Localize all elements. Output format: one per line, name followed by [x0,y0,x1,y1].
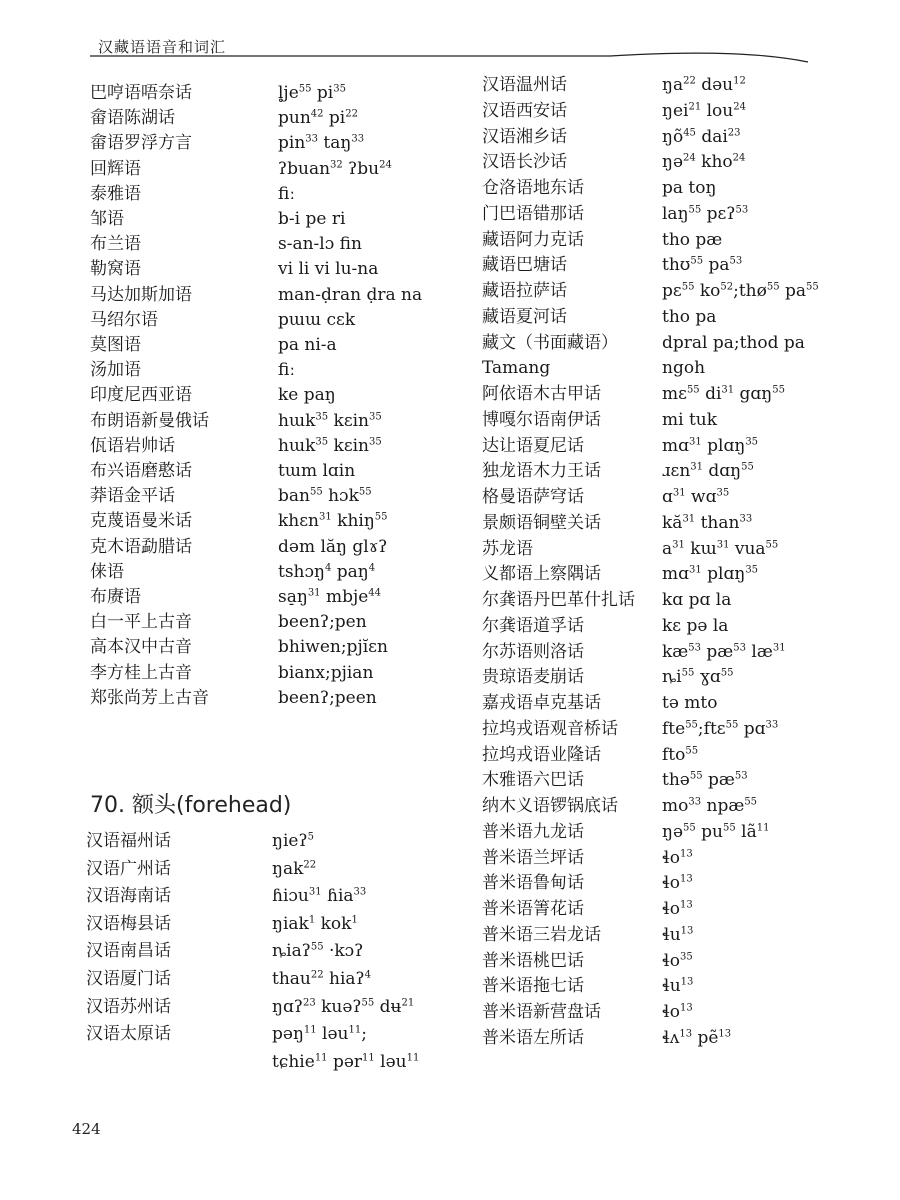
language-name: 佤语岩帅话 [90,435,175,456]
word-form: ban$^{55}$ hɔk$^{55}$ [278,486,372,507]
word-form: ngoh [662,358,706,379]
language-name: 拉坞戎语业隆话 [482,744,601,765]
language-name: 拉坞戎语观音桥话 [482,718,618,739]
language-name: 景颇语铜壁关话 [482,512,601,533]
language-name: 泰雅语 [90,183,141,204]
word-form: pin$^{33}$ taŋ$^{33}$ [278,133,365,154]
word-form: ɬʌ$^{13}$ pẽ$^{13}$ [662,1027,732,1048]
word-form: ɹɛn$^{31}$ dɑŋ$^{55}$ [662,461,754,482]
language-name: 莫图语 [90,335,141,355]
word-form: s-an-lɔ fin [278,234,362,255]
word-form: hɯk$^{35}$ kɛin$^{35}$ [278,410,382,431]
language-name: 尔龚语丹巴革什扎话 [482,590,635,610]
language-name: 尔苏语则洛话 [482,641,584,662]
word-form: beenʔ;pen [278,612,367,633]
language-name: 藏语阿力克话 [482,229,584,250]
word-form: pun$^{42}$ $pi^{22}$ [278,108,358,129]
word-form: ɑ$^{31}$ wɑ$^{35}$ [662,487,730,507]
language-name: 布朗语新曼俄话 [90,410,209,431]
word-form: ɬo$^{13}$ [662,1002,693,1022]
word-form: ȵiaʔ$^{55}$ ·kɔʔ [272,941,364,962]
language-name: 勒窝语 [90,259,141,280]
language-name: 布兰语 [90,234,141,255]
language-name: 义都语上察隅话 [482,564,601,585]
language-name: 嘉戎语卓克基话 [482,693,601,713]
language-name: 莽语金平话 [90,486,175,507]
word-form: ɬo$^{13}$ [662,899,693,919]
header-rule [90,0,810,70]
word-form: mɑ$^{31}$ plɑŋ$^{35}$ [662,435,759,456]
word-form: tɕhie$^{11}$ pər$^{11}$ ləu$^{11}$ [272,1051,420,1072]
word-form: ɬo$^{13}$ [662,873,693,894]
word-form: ŋiak$^1$ kok$^1$ [272,913,358,934]
language-name: 汉语南昌话 [86,941,171,962]
language-name: 藏语巴塘话 [482,255,567,276]
word-form: kɛ pə la [662,615,729,636]
language-name: 阿依语木古甲话 [482,384,601,404]
section-number: 70. [90,793,125,818]
word-form: pəŋ$^{11}$ ləu$^{11}$; [272,1024,367,1045]
word-form: ɬo$^{35}$ [662,950,693,971]
language-name: 巴哼语唔奈话 [90,83,192,103]
language-name: 畲语罗浮方言 [90,133,192,154]
word-form: ɬu$^{13}$ [662,924,694,945]
language-name: 汉语长沙话 [482,152,567,173]
word-form: ŋak$^{22}$ [272,858,317,879]
word-form: laŋ$^{55}$ pɛʔ$^{53}$ [662,203,749,224]
language-name: 克木语勐腊话 [90,536,192,557]
word-form: fte$^{55}$;ftɛ$^{55}$ pɑ$^{33}$ [662,718,779,739]
language-name: 纳木义语锣锅底话 [482,796,618,816]
language-name: 汉语太原话 [86,1024,171,1045]
language-name: 普米语九龙话 [482,821,584,842]
language-name: 克蔑语曼米话 [90,511,192,532]
language-name: 普米语三岩龙话 [482,924,601,945]
language-name: 高本汉中古音 [90,637,192,658]
language-name: 汉语温州话 [482,75,567,95]
word-form: hɯk$^{35}$ kɛin$^{35}$ [278,435,382,456]
language-name: 布兴语磨憨话 [90,461,192,481]
word-form: pa toŋ [662,178,717,198]
word-form: ŋieʔ$^5$ [272,831,314,851]
word-form: $a^{31}$ kɯ$^{31}$ vua$^{55}$ [662,538,779,559]
language-name: 普米语新营盘话 [482,1002,601,1022]
word-form: beenʔ;peen [278,687,377,708]
word-form: fto$^{55}$ [662,744,699,765]
language-name: 白一平上古音 [90,612,192,633]
word-form: $sa̠ŋ^{31}$ mbje$^{44}$ [278,587,382,607]
running-head: 汉藏语语音和词汇 [98,38,227,56]
word-form: tə mto [662,693,718,713]
word-form: khɛn$^{31}$ khiŋ$^{55}$ [278,511,388,532]
language-name: 藏语夏河话 [482,306,567,327]
language-name: 博嘎尔语南伊话 [482,409,601,430]
word-form: $ŋõ^{45}$ dai$^{23}$ [662,126,741,147]
language-name: 汉语苏州话 [86,996,171,1017]
word-form: pɛ$^{55}$ $ko^{52};thø^{55}$ $pa^{55}$ [662,281,819,301]
language-name: 独龙语木力王话 [482,461,601,482]
language-name: 汉语湘乡话 [482,126,567,147]
word-form: mɛ$^{55}$ $di^{31}$ gɑŋ$^{55}$ [662,384,785,404]
language-name: 门巴语错那话 [482,203,584,224]
word-form: tɯm lɑin [278,461,356,481]
language-name: 达让语夏尼话 [482,435,584,456]
language-name: 藏语拉萨话 [482,281,567,301]
language-name: 马绍尔语 [90,309,158,330]
word-form: $ŋa^{22}$ dəu$^{12}$ [662,75,746,95]
language-name: 尔龚语道孚话 [482,615,584,636]
language-name: 回辉语 [90,158,141,179]
word-form: mi tuk [662,409,718,430]
word-form: fiː [278,183,296,204]
language-name: 格曼语萨穹话 [482,487,584,507]
language-name: 普米语拖七话 [482,976,584,997]
language-name: 汉语梅县话 [86,913,171,934]
language-name: 布赓语 [90,587,141,607]
language-name: 藏文（书面藏语） [482,332,618,353]
word-form: vi li vi lu-na [278,259,379,280]
word-form: ŋə$^{55}$ $pu^{55}$ $lã^{11}$ [662,821,770,842]
language-name: 俫语 [90,561,124,582]
word-form: thau$^{22}$ hiaʔ$^4$ [272,969,372,989]
word-form: pa ni-a [278,335,337,355]
language-name: 贵琼语麦崩话 [482,667,584,688]
word-form: ɬu$^{13}$ [662,976,694,997]
language-name: 郑张尚芳上古音 [90,687,209,708]
word-form: tshɔŋ$^4$ paŋ$^4$ [278,561,376,582]
word-form: ŋɑʔ$^{23}$ kuəʔ$^{55}$ dʉ$^{21}$ [272,996,415,1017]
word-form: ʔbuan$^{32}$ ʔbu$^{24}$ [278,158,392,179]
word-form: bhiwen;pjĭɛn [278,637,388,658]
language-name: 汤加语 [90,360,141,381]
word-form: dpral pa;thod pa [662,332,805,353]
section-title [90,788,291,819]
language-name: 木雅语六巴话 [482,770,584,791]
language-name: 印度尼西亚语 [90,385,192,406]
word-form: dəm lăŋ glɤʔ [278,536,388,557]
word-form: ŋei$^{21}$ lou$^{24}$ [662,100,746,121]
word-form: ŋə$^{24}$ kho$^{24}$ [662,152,746,173]
language-name: 汉语海南话 [86,886,171,907]
word-form: b-i pe ri [278,209,346,229]
language-name: 苏龙语 [482,538,533,559]
word-form: $mo^{33}$ npæ$^{55}$ [662,796,758,816]
word-form: $ȵi^{55}$ ɣɑ$^{55}$ [662,667,734,688]
language-name: 马达加斯加语 [90,284,192,305]
word-form: tho pa [662,306,717,327]
word-form: mɑ$^{31}$ plɑŋ$^{35}$ [662,564,759,585]
word-form: $l̥je^{55}$ $pi^{35}$ [278,83,346,103]
word-form: thə$^{55}$ $pæ^{53}$ [662,770,748,791]
language-name: 汉语厦门话 [86,969,171,989]
word-form: man-ḍran ḍra na [278,284,423,305]
language-name: 普米语桃巴话 [482,950,584,971]
word-form: $kæ^{53}$ $pæ^{53}$ $læ^{31}$ [662,641,786,662]
word-form: tho pæ [662,229,723,250]
page-number: 424 [72,1120,101,1138]
language-name: 邹语 [90,209,124,229]
language-name: Tamang [482,358,551,379]
word-form: kɑ pɑ la [662,590,732,610]
word-form: thʊ$^{55}$ $pa^{53}$ [662,255,743,276]
language-name: 普米语左所话 [482,1027,584,1048]
word-form: ɬo$^{13}$ [662,847,693,868]
word-form: fiː [278,360,296,381]
word-form: ke paŋ [278,385,336,406]
language-name: 汉语西安话 [482,100,567,121]
word-form: $kă^{31}$ than$^{33}$ [662,512,753,533]
language-name: 普米语鲁甸话 [482,873,584,894]
language-name: 李方桂上古音 [90,662,192,683]
language-name: 畲语陈湖话 [90,108,175,129]
language-name: 普米语箐花话 [482,899,584,919]
language-name: 普米语兰坪话 [482,847,584,868]
word-form: bianx;pjian [278,662,374,683]
word-form: pɯɯ cɛk [278,309,356,330]
word-form: ɦiɔu$^{31}$ ɦia$^{33}$ [272,886,367,907]
language-name: 仓洛语地东话 [482,178,584,198]
language-name: 汉语福州话 [86,831,171,851]
section-name: 额头(forehead) [132,793,292,818]
language-name: 汉语广州话 [86,858,171,879]
